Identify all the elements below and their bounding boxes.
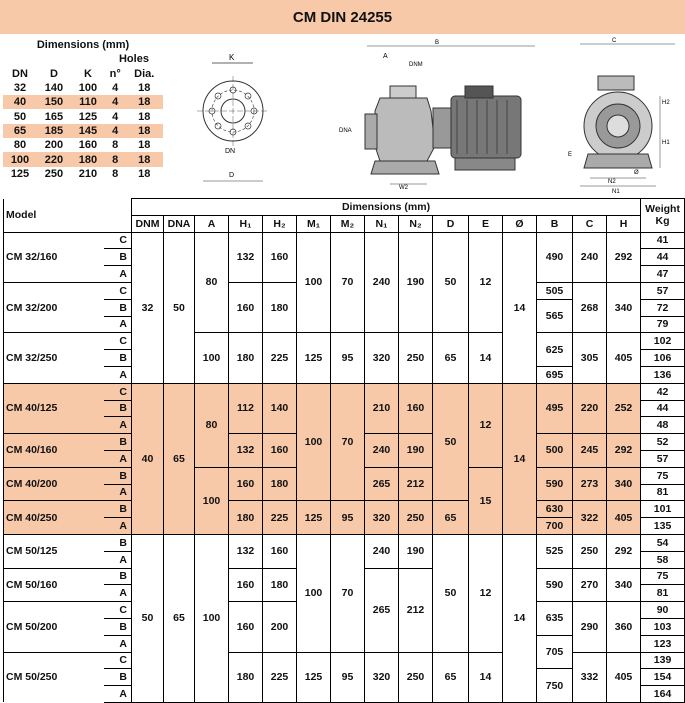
weight-cell: 57 (641, 450, 685, 467)
col-dn: DN (12, 67, 28, 80)
dimension-cell: 50 (433, 232, 469, 333)
dimension-cell: 225 (263, 652, 297, 702)
flange-cell: 18 (138, 82, 151, 95)
model-name: CM 32/200 (4, 282, 104, 332)
dimension-cell: 212 (399, 467, 433, 501)
dimension-cell: 112 (229, 383, 263, 433)
weight-cell: 75 (641, 568, 685, 585)
column-header: C (573, 215, 607, 232)
dimension-cell: 125 (297, 501, 331, 535)
dimension-cell: 14 (503, 383, 537, 534)
dimension-cell: 405 (607, 652, 641, 702)
dimension-cell: 160 (263, 232, 297, 282)
table-row (4, 534, 685, 551)
column-header: M₁ (297, 215, 331, 232)
column-header: H₁ (229, 215, 263, 232)
dimension-cell: 70 (331, 383, 365, 501)
flange-cell: 8 (105, 152, 126, 166)
dimension-cell: 322 (573, 501, 607, 535)
dimension-cell: 340 (607, 282, 641, 332)
dimension-cell: 50 (132, 534, 164, 702)
flange-cell: 140 (44, 82, 64, 95)
label-dna: DNA (339, 128, 352, 134)
dimension-cell: 240 (365, 434, 399, 468)
dimension-cell: 340 (607, 467, 641, 501)
dimension-cell: 220 (573, 383, 607, 433)
label-h2: H2 (662, 100, 670, 106)
weight-cell: 42 (641, 383, 685, 400)
variant-cell: C (104, 383, 132, 400)
dimension-cell: 292 (607, 534, 641, 568)
flange-cell: 18 (138, 167, 151, 180)
dimension-cell: 125 (297, 333, 331, 383)
flange-header-holes: Holes (118, 53, 149, 66)
dimension-cell: 100 (195, 467, 229, 534)
column-header: N₂ (399, 215, 433, 232)
weight-cell: 57 (641, 282, 685, 299)
flange-cell: 145 (71, 124, 105, 138)
weight-cell: 103 (641, 618, 685, 635)
flange-cell: 18 (138, 139, 151, 152)
flange-cell: 4 (112, 110, 119, 123)
dimension-cell: 305 (573, 333, 607, 383)
weight-header-1: Weight (645, 203, 680, 216)
dimension-cell: 250 (399, 501, 433, 535)
column-header: DNM (132, 215, 164, 232)
dimension-cell: 700 (537, 518, 573, 535)
dimension-cell: 405 (607, 501, 641, 535)
dimension-cell: 630 (537, 501, 573, 518)
flange-row (3, 138, 163, 152)
flange-row (3, 95, 163, 109)
dimension-cell: 70 (331, 232, 365, 333)
flange-cell: 50 (13, 110, 27, 123)
variant-cell: B (104, 350, 132, 367)
weight-cell: 81 (641, 585, 685, 602)
dimension-cell: 65 (433, 652, 469, 702)
dimension-cell: 225 (263, 333, 297, 383)
dimension-cell: 32 (132, 232, 164, 383)
model-name: CM 40/200 (4, 467, 104, 501)
dimension-cell: 505 (537, 282, 573, 299)
dimension-cell: 95 (331, 333, 365, 383)
flange-cell: 40 (3, 95, 37, 109)
dimension-cell: 210 (365, 383, 399, 433)
dimension-cell: 95 (331, 652, 365, 702)
dimension-cell: 565 (537, 299, 573, 333)
variant-cell: B (104, 434, 132, 451)
variant-cell: C (104, 333, 132, 350)
weight-cell: 139 (641, 652, 685, 669)
dimension-cell: 12 (469, 232, 503, 333)
column-header: B (537, 215, 573, 232)
dimension-cell: 40 (132, 383, 164, 534)
label-e: E (568, 152, 573, 158)
column-header: H₂ (263, 215, 297, 232)
dimension-cell: 50 (433, 383, 469, 501)
label-o: Ø (634, 170, 639, 176)
label-d: D (229, 172, 235, 179)
flange-cell: 180 (71, 152, 105, 166)
dimension-cell: 180 (229, 652, 263, 702)
flange-cell: 18 (138, 110, 151, 123)
pump-dimensions-table (3, 198, 685, 703)
page-title: CM DIN 24255 (0, 0, 685, 34)
weight-cell: 44 (641, 249, 685, 266)
flange-cell: 100 (3, 152, 37, 166)
flange-row (3, 152, 163, 166)
model-name: CM 32/160 (4, 232, 104, 282)
weight-cell: 58 (641, 551, 685, 568)
dimension-cell: 240 (573, 232, 607, 282)
table-row (4, 383, 685, 400)
flange-cell: 4 (112, 82, 119, 95)
dimension-cell: 160 (229, 602, 263, 652)
dimension-cell: 625 (537, 333, 573, 367)
column-header: Ø (503, 215, 537, 232)
flange-cell: 18 (126, 152, 163, 166)
flange-front-drawing (195, 36, 305, 191)
column-header: N₁ (365, 215, 399, 232)
dimension-cell: 705 (537, 635, 573, 669)
weight-cell: 41 (641, 232, 685, 249)
variant-cell: C (104, 602, 132, 619)
dimension-cell: 590 (537, 568, 573, 602)
dimension-cell: 12 (469, 534, 503, 652)
dimension-cell: 65 (433, 333, 469, 383)
dimension-cell: 500 (537, 434, 573, 468)
weight-header (641, 199, 685, 233)
dimension-cell: 292 (607, 434, 641, 468)
label-w2: W2 (399, 185, 408, 191)
dimension-cell: 190 (399, 232, 433, 333)
weight-cell: 102 (641, 333, 685, 350)
dimension-cell: 160 (399, 383, 433, 433)
dimension-cell: 132 (229, 232, 263, 282)
col-dia: Dia. (134, 67, 155, 80)
dimension-cell: 180 (263, 568, 297, 602)
dimension-cell: 50 (164, 232, 195, 383)
dimension-cell: 240 (365, 534, 399, 568)
variant-cell: B (104, 467, 132, 484)
dimensions-header: Dimensions (mm) (132, 199, 641, 216)
variant-cell: B (104, 618, 132, 635)
dimension-cell: 160 (263, 434, 297, 468)
dimension-cell: 70 (331, 534, 365, 652)
weight-cell: 164 (641, 686, 685, 703)
weight-cell: 54 (641, 534, 685, 551)
dimension-cell: 14 (469, 333, 503, 383)
dimension-cell: 100 (195, 534, 229, 702)
flange-row (3, 167, 163, 181)
variant-cell: C (104, 232, 132, 249)
dimension-cell: 160 (229, 282, 263, 332)
dimension-cell: 252 (607, 383, 641, 433)
flange-cell: 8 (112, 167, 119, 180)
dimension-cell: 160 (229, 568, 263, 602)
weight-cell: 90 (641, 602, 685, 619)
dimension-cell: 245 (573, 434, 607, 468)
model-name: CM 50/250 (4, 652, 104, 702)
variant-cell: B (104, 400, 132, 417)
dimension-cell: 180 (229, 333, 263, 383)
dimension-cell: 50 (433, 534, 469, 652)
dimension-cell: 635 (537, 602, 573, 636)
dimension-cell: 14 (469, 652, 503, 702)
weight-cell: 106 (641, 350, 685, 367)
model-name: CM 50/200 (4, 602, 104, 652)
model-header: Model (4, 199, 132, 233)
flange-cell: 125 (10, 167, 30, 180)
table-row (4, 333, 685, 350)
variant-cell: B (104, 249, 132, 266)
dimension-cell: 80 (195, 383, 229, 467)
variant-cell: A (104, 316, 132, 333)
flange-cell: 4 (105, 124, 126, 138)
label-n2: N2 (608, 179, 616, 185)
flange-cell: 80 (13, 139, 27, 152)
flange-cell: 220 (37, 152, 71, 166)
dimension-cell: 590 (537, 467, 573, 501)
dimension-cell: 495 (537, 383, 573, 433)
dimension-cell: 750 (537, 669, 573, 703)
dimension-cell: 100 (297, 383, 331, 501)
dimension-cell: 320 (365, 333, 399, 383)
variant-cell: A (104, 585, 132, 602)
label-dn: DN (225, 148, 236, 155)
col-d: D (50, 67, 58, 80)
weight-cell: 101 (641, 501, 685, 518)
dimension-cell: 180 (263, 282, 297, 332)
flange-cell: 8 (112, 139, 119, 152)
dimension-cell: 100 (195, 333, 229, 383)
flange-cell: 250 (44, 167, 64, 180)
weight-cell: 81 (641, 484, 685, 501)
dimension-cell: 695 (537, 366, 573, 383)
label-dnm: DNM (409, 62, 423, 68)
weight-cell: 123 (641, 635, 685, 652)
flange-row (3, 124, 163, 138)
label-c: C (612, 38, 617, 44)
flange-cell: 32 (13, 82, 27, 95)
dimension-cell: 100 (297, 534, 331, 652)
dimension-cell: 132 (229, 534, 263, 568)
col-k: K (83, 67, 92, 80)
model-name: CM 50/160 (4, 568, 104, 602)
dimension-cell: 14 (503, 534, 537, 702)
weight-cell: 154 (641, 669, 685, 686)
dimension-cell: 405 (607, 333, 641, 383)
dimension-cell: 212 (399, 568, 433, 652)
dimension-cell: 190 (399, 434, 433, 468)
label-b: B (435, 40, 440, 46)
variant-cell: A (104, 417, 132, 434)
dimension-cell: 320 (365, 652, 399, 702)
weight-cell: 44 (641, 400, 685, 417)
dimension-cell: 132 (229, 434, 263, 468)
table-row (4, 652, 685, 669)
dimension-cell: 80 (195, 232, 229, 333)
dimension-cell: 160 (229, 467, 263, 501)
flange-cell: 65 (3, 124, 37, 138)
column-header: M₂ (331, 215, 365, 232)
weight-cell: 52 (641, 434, 685, 451)
dimension-cell: 65 (433, 501, 469, 535)
variant-cell: A (104, 518, 132, 535)
flange-cell: 18 (126, 124, 163, 138)
column-header: E (469, 215, 503, 232)
label-a: A (383, 53, 388, 60)
variant-cell: B (104, 568, 132, 585)
pump-side-drawing (335, 36, 540, 196)
dimension-cell: 140 (263, 383, 297, 433)
variant-cell: A (104, 635, 132, 652)
column-header: H (607, 215, 641, 232)
weight-cell: 48 (641, 417, 685, 434)
dimension-cell: 180 (263, 467, 297, 501)
dimension-cell: 225 (263, 501, 297, 535)
weight-cell: 72 (641, 299, 685, 316)
flange-dimensions-table (3, 38, 163, 181)
model-name: CM 32/250 (4, 333, 104, 383)
weight-cell: 79 (641, 316, 685, 333)
variant-cell: A (104, 484, 132, 501)
dimension-cell: 332 (573, 652, 607, 702)
weight-cell: 47 (641, 266, 685, 283)
dimension-cell: 270 (573, 568, 607, 602)
flange-cell: 185 (37, 124, 71, 138)
variant-cell: A (104, 686, 132, 703)
flange-header-dimensions: Dimensions (mm) (36, 39, 130, 52)
dimension-cell: 265 (365, 467, 399, 501)
variant-cell: A (104, 551, 132, 568)
dimension-cell: 340 (607, 568, 641, 602)
table-row (4, 501, 685, 518)
flange-cell: 18 (126, 95, 163, 109)
flange-row (3, 109, 163, 123)
dimension-cell: 14 (503, 232, 537, 383)
dimension-cell: 95 (331, 501, 365, 535)
dimension-cell: 180 (229, 501, 263, 535)
variant-cell: B (104, 501, 132, 518)
dimension-cell: 100 (297, 232, 331, 333)
column-header: A (195, 215, 229, 232)
column-header: D (433, 215, 469, 232)
dimension-cell: 268 (573, 282, 607, 332)
variant-cell: C (104, 652, 132, 669)
dimension-cell: 190 (399, 534, 433, 568)
dimension-cell: 490 (537, 232, 573, 282)
weight-cell: 136 (641, 366, 685, 383)
weight-cell: 75 (641, 467, 685, 484)
dimension-cell: 292 (607, 232, 641, 282)
dimension-cell: 290 (573, 602, 607, 652)
variant-cell: A (104, 450, 132, 467)
dimension-cell: 12 (469, 383, 503, 467)
flange-cell: 110 (71, 95, 105, 109)
dimension-cell: 125 (297, 652, 331, 702)
dimension-cell: 65 (164, 534, 195, 702)
weight-header-2: Kg (655, 215, 670, 228)
flange-cell: 210 (78, 167, 98, 180)
pump-front-drawing (560, 36, 685, 196)
dimension-cell: 525 (537, 534, 573, 568)
model-name: CM 40/160 (4, 434, 104, 468)
variant-cell: B (104, 534, 132, 551)
dimension-cell: 320 (365, 501, 399, 535)
flange-cell: 160 (78, 139, 98, 152)
table-row (4, 232, 685, 249)
flange-cell: 150 (37, 95, 71, 109)
weight-cell: 135 (641, 518, 685, 535)
dimension-cell: 250 (399, 652, 433, 702)
label-n1: N1 (612, 189, 620, 195)
flange-cell: 125 (78, 110, 98, 123)
flange-cell: 100 (78, 82, 98, 95)
dimension-cell: 200 (263, 602, 297, 652)
flange-cell: 165 (44, 110, 64, 123)
col-n: n° (109, 67, 121, 80)
variant-cell: B (104, 299, 132, 316)
flange-row (3, 81, 163, 95)
flange-cell: 200 (44, 139, 64, 152)
model-name: CM 50/125 (4, 534, 104, 568)
dimension-cell: 250 (573, 534, 607, 568)
dimension-cell: 15 (469, 467, 503, 534)
column-header: DNA (164, 215, 195, 232)
variant-cell: C (104, 282, 132, 299)
variant-cell: B (104, 669, 132, 686)
label-h1: H1 (662, 140, 670, 146)
model-name: CM 40/125 (4, 383, 104, 433)
dimension-cell: 250 (399, 333, 433, 383)
variant-cell: A (104, 266, 132, 283)
dimension-cell: 360 (607, 602, 641, 652)
flange-cell: 4 (105, 95, 126, 109)
variant-cell: A (104, 366, 132, 383)
dimension-cell: 240 (365, 232, 399, 333)
dimension-cell: 265 (365, 568, 399, 652)
model-name: CM 40/250 (4, 501, 104, 535)
dimension-cell: 65 (164, 383, 195, 534)
dimension-cell: 273 (573, 467, 607, 501)
label-k: K (229, 53, 235, 62)
dimension-cell: 160 (263, 534, 297, 568)
